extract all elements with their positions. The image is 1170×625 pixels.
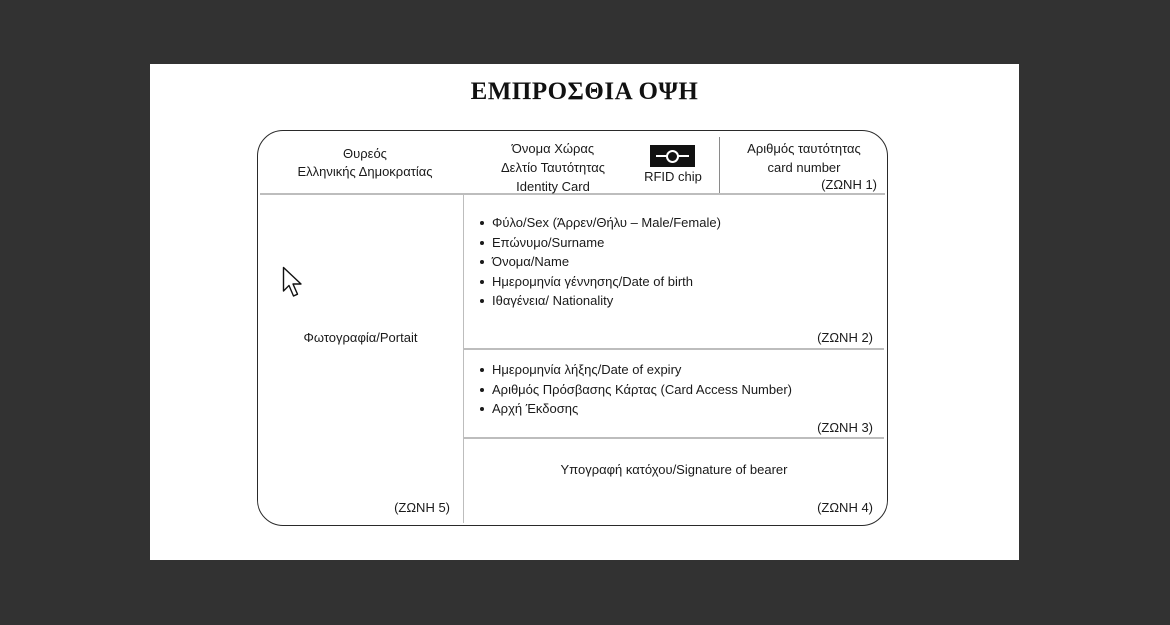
zone-3-label: (ΖΩΝΗ 3) bbox=[817, 420, 873, 435]
zone-4-label: (ΖΩΝΗ 4) bbox=[817, 500, 873, 515]
coat-of-arms-label bbox=[272, 145, 458, 181]
card-number-label bbox=[726, 139, 882, 177]
rfid-chip-icon bbox=[650, 145, 695, 167]
country-name-label bbox=[458, 139, 648, 196]
field-card-access-number: Αριθμός Πρόσβασης Κάρτας (Card Access Number) bbox=[477, 380, 792, 400]
signature-of-bearer-label: Υπογραφή κατόχου/Signature of bearer bbox=[560, 462, 788, 477]
field-name: Όνομα/Name bbox=[477, 252, 721, 272]
country-name-line-1: Όνομα Χώρας bbox=[511, 141, 595, 156]
card-number-line-2: card number bbox=[767, 160, 841, 175]
portrait-label: Φωτογραφία/Portait bbox=[303, 330, 418, 345]
field-nationality: Ιθαγένεια/ Nationality bbox=[477, 291, 721, 311]
field-sex: Φύλο/Sex (Άρρεν/Θήλυ – Male/Female) bbox=[477, 213, 721, 233]
zone-1-label: (ΖΩΝΗ 1) bbox=[821, 177, 877, 192]
field-surname: Επώνυμο/Surname bbox=[477, 233, 721, 253]
coat-of-arms-line-2: Ελληνικής Δημοκρατίας bbox=[297, 164, 433, 179]
coat-of-arms-line-1: Θυρεός bbox=[343, 146, 387, 161]
document-type-greek: Δελτίο Ταυτότητας bbox=[500, 160, 606, 175]
rfid-chip-label: RFID chip bbox=[644, 169, 702, 184]
page-title: ΕΜΠΡΟΣΘΙΑ ΟΨΗ bbox=[470, 78, 699, 105]
id-number-divider bbox=[719, 137, 720, 193]
zone-3-field-list bbox=[477, 360, 792, 419]
field-date-of-expiry: Ημερομηνία λήξης/Date of expiry bbox=[477, 360, 792, 380]
mouse-pointer-icon bbox=[282, 266, 304, 302]
zone2-zone3-divider bbox=[464, 348, 884, 350]
zone-5-label: (ΖΩΝΗ 5) bbox=[394, 500, 450, 515]
rfid-chip-icon-ring bbox=[666, 150, 679, 163]
zone-2-field-list bbox=[477, 213, 721, 311]
zone-2-label: (ΖΩΝΗ 2) bbox=[817, 330, 873, 345]
field-date-of-birth: Ημερομηνία γέννησης/Date of birth bbox=[477, 272, 721, 292]
card-number-line-1: Αριθμός ταυτότητας bbox=[747, 141, 861, 156]
id-card-front-diagram bbox=[257, 130, 888, 526]
zone3-zone4-divider bbox=[464, 437, 884, 439]
document-page bbox=[150, 64, 1019, 560]
field-issuing-authority: Αρχή Έκδοσης bbox=[477, 399, 792, 419]
document-type-english: Identity Card bbox=[516, 179, 590, 194]
